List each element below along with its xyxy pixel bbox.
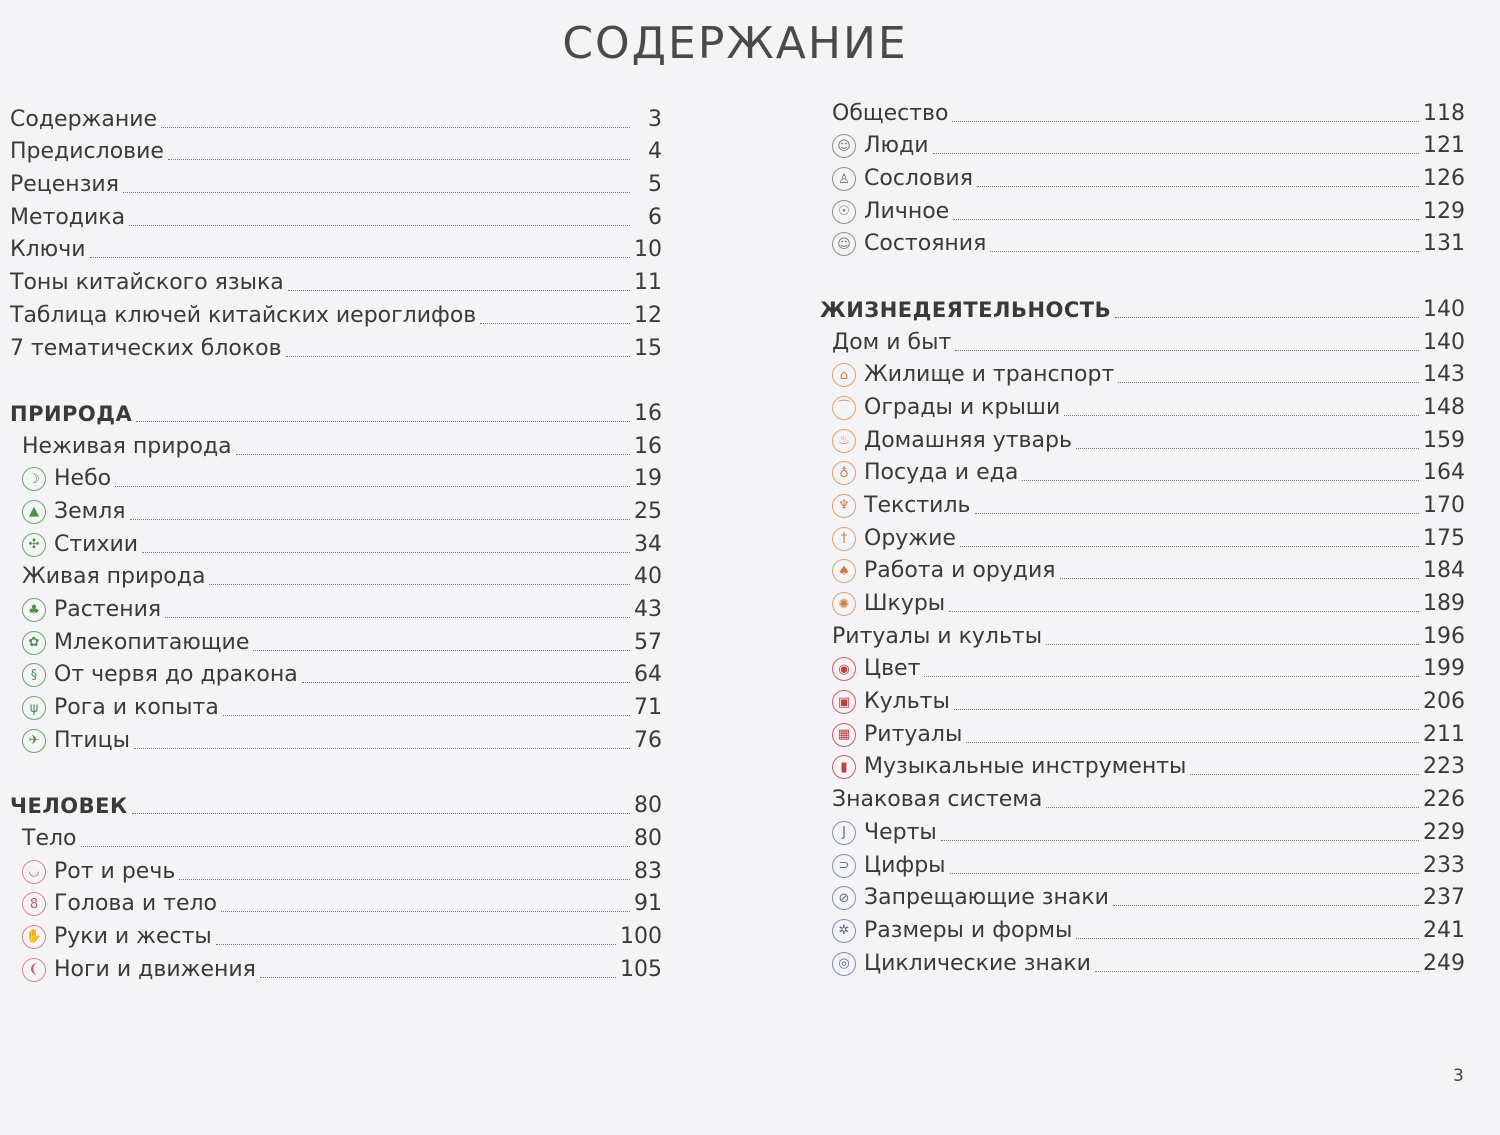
toc-entry[interactable]	[820, 911, 1465, 944]
dot-leader	[1076, 938, 1419, 939]
toc-entry[interactable]	[10, 623, 662, 656]
entry-label: Млекопитающие	[54, 629, 250, 655]
toc-entry[interactable]	[10, 133, 662, 166]
dot-leader	[1064, 415, 1419, 416]
entry-page-number: 249	[1423, 950, 1465, 976]
entry-label: Оружие	[864, 525, 956, 551]
dot-leader	[136, 421, 630, 422]
dot-leader	[924, 676, 1419, 677]
stroke-icon: J	[832, 821, 856, 845]
toc-entry[interactable]	[820, 94, 1465, 127]
entry-page-number: 118	[1423, 100, 1465, 126]
entry-page-number: 6	[648, 204, 662, 230]
mouth-icon: ◡	[22, 860, 46, 884]
dot-leader	[221, 911, 630, 912]
toc-entry[interactable]	[820, 846, 1465, 879]
digits-icon: ⊃	[832, 854, 856, 878]
entry-label: Цифры	[864, 852, 946, 878]
moon-icon: ☽	[22, 467, 46, 491]
weapon-icon: †	[832, 527, 856, 551]
entry-page-number: 5	[648, 172, 662, 198]
dot-leader	[165, 617, 630, 618]
house-icon: ⌂	[832, 363, 856, 387]
dot-leader	[302, 682, 630, 683]
dot-leader	[209, 584, 630, 585]
entry-page-number: 140	[1423, 296, 1465, 322]
entry-page-number: 57	[634, 629, 662, 655]
dot-leader	[216, 944, 616, 945]
entry-label: Таблица ключей китайских иероглифов	[10, 302, 477, 328]
entry-page-number: 199	[1423, 656, 1465, 682]
entry-page-number: 3	[648, 106, 662, 132]
entry-label: Птицы	[54, 727, 131, 753]
dot-leader	[950, 873, 1419, 874]
entry-label: Ритуалы	[864, 721, 963, 747]
dot-leader	[954, 709, 1419, 710]
entry-label: Растения	[54, 597, 162, 622]
dot-leader	[123, 192, 630, 193]
tool-icon: ♠	[832, 559, 856, 583]
hand-icon: ✋	[22, 925, 46, 949]
toc-right-column	[820, 94, 1465, 977]
entry-page-number: 170	[1423, 492, 1465, 518]
entry-label: Черты	[864, 819, 937, 845]
dot-leader	[1115, 317, 1419, 318]
toc-entry[interactable]	[820, 290, 1465, 323]
entry-page-number: 105	[620, 956, 662, 982]
toc-entry[interactable]	[10, 263, 662, 296]
dot-leader	[223, 715, 630, 716]
entry-page-number: 196	[1423, 623, 1465, 649]
toc-entry[interactable]	[10, 492, 662, 525]
entry-label: Шкуры	[864, 591, 946, 616]
entry-label: Небо	[54, 466, 112, 492]
entry-page-number: 143	[1423, 362, 1465, 388]
entry-page-number: 223	[1423, 754, 1465, 780]
entry-label: Тело	[22, 825, 77, 851]
entry-page-number: 126	[1423, 166, 1465, 192]
dot-leader	[129, 225, 630, 226]
dot-leader	[941, 840, 1419, 841]
toc-entry[interactable]	[10, 917, 662, 950]
entry-page-number: 11	[634, 270, 662, 296]
toc-entry[interactable]	[820, 159, 1465, 192]
cult-icon: ▣	[832, 690, 856, 714]
entry-label: Руки и жесты	[54, 923, 212, 949]
entry-page-number: 241	[1423, 917, 1465, 943]
toc-entry[interactable]	[10, 590, 662, 623]
entry-page-number: 211	[1423, 721, 1465, 747]
toc-entry[interactable]	[10, 688, 662, 721]
entry-label: Дом и быт	[832, 329, 952, 355]
dot-leader	[132, 813, 630, 814]
toc-entry[interactable]	[10, 819, 662, 852]
entry-label: Земля	[54, 498, 126, 524]
toc-entry[interactable]	[820, 944, 1465, 977]
entry-page-number: 15	[634, 335, 662, 361]
color-icon: ◉	[832, 657, 856, 681]
toc-entry[interactable]	[820, 323, 1465, 356]
dot-leader	[990, 251, 1419, 252]
entry-label: Предисловие	[10, 139, 164, 165]
entry-label: Культы	[864, 689, 950, 715]
utensil-icon: ♨	[832, 429, 856, 453]
entry-label: Ключи	[10, 237, 86, 263]
entry-page-number: 12	[634, 302, 662, 328]
toc-entry[interactable]	[820, 650, 1465, 683]
foot-icon: ❨	[22, 958, 46, 982]
entry-label: Циклические знаки	[864, 950, 1091, 976]
toc-entry[interactable]	[820, 682, 1465, 715]
bird-icon: ✈	[22, 729, 46, 753]
hide-icon: ✺	[832, 592, 856, 616]
entry-page-number: 10	[634, 237, 662, 263]
entry-label: Работа и орудия	[864, 558, 1056, 584]
mountain-icon: ▲	[22, 500, 46, 524]
entry-label: Посуда и еда	[864, 460, 1019, 486]
entry-page-number: 64	[634, 662, 662, 688]
entry-label: Личное	[864, 198, 950, 224]
entry-page-number: 184	[1423, 558, 1465, 584]
dot-leader	[480, 323, 630, 324]
shape-icon: ✲	[832, 919, 856, 943]
entry-page-number: 148	[1423, 394, 1465, 420]
entry-page-number: 206	[1423, 689, 1465, 715]
toc-entry[interactable]	[820, 617, 1465, 650]
toc-entry[interactable]	[820, 486, 1465, 519]
entry-label: Жилище и транспорт	[864, 362, 1115, 388]
entry-label: Живая природа	[22, 564, 206, 590]
dot-leader	[236, 454, 630, 455]
entry-label: Музыкальные инструменты	[864, 754, 1187, 780]
page-number: 3	[1453, 1066, 1464, 1086]
entry-label: Голова и тело	[54, 891, 218, 917]
section-heading: ЧЕЛОВЕК	[10, 794, 128, 819]
estate-icon: ♙	[832, 167, 856, 191]
entry-label: Ритуалы и культы	[832, 623, 1043, 649]
entry-page-number: 100	[620, 923, 662, 949]
entry-label: Рот и речь	[54, 858, 176, 884]
entry-label: Люди	[864, 133, 929, 159]
dot-leader	[955, 350, 1419, 351]
entry-label: Текстиль	[864, 492, 971, 518]
dot-leader	[1190, 774, 1419, 775]
dot-leader	[81, 846, 631, 847]
toc-entry[interactable]	[10, 427, 662, 460]
section-heading: ЖИЗНЕДЕЯТЕЛЬНОСТЬ	[820, 297, 1112, 322]
entry-page-number: 16	[634, 400, 662, 426]
dot-leader	[161, 127, 630, 128]
body-icon: 8	[22, 892, 46, 916]
dot-leader	[130, 519, 630, 520]
entry-label: Методика	[10, 204, 126, 230]
entry-page-number: 16	[634, 433, 662, 459]
entry-label: Ноги и движения	[54, 956, 256, 982]
entry-page-number: 19	[634, 466, 662, 492]
entry-label: Запрещающие знаки	[864, 885, 1109, 911]
entry-page-number: 43	[634, 597, 662, 622]
entry-page-number: 121	[1423, 133, 1465, 159]
toc-entry[interactable]	[10, 721, 662, 754]
toc-left-column	[10, 100, 662, 983]
textile-icon: ♆	[832, 494, 856, 518]
toc-entry[interactable]	[820, 454, 1465, 487]
toc-entry[interactable]	[820, 552, 1465, 585]
entry-label: Тоны китайского языка	[10, 270, 284, 296]
entry-label: Неживая природа	[22, 433, 232, 459]
entry-page-number: 76	[634, 727, 662, 753]
dot-leader	[260, 977, 616, 978]
toc-entry[interactable]	[10, 852, 662, 885]
toc-entry[interactable]	[10, 165, 662, 198]
dot-leader	[975, 513, 1420, 514]
entry-page-number: 40	[634, 564, 662, 590]
dot-leader	[977, 186, 1419, 187]
dot-leader	[1076, 448, 1419, 449]
toc-entry[interactable]	[10, 558, 662, 591]
entry-label: Ограды и крыши	[864, 394, 1061, 420]
mammal-icon: ✿	[22, 631, 46, 655]
entry-page-number: 131	[1423, 231, 1465, 257]
toc-entry[interactable]	[820, 748, 1465, 781]
entry-page-number: 4	[648, 139, 662, 165]
toc-entry[interactable]	[10, 198, 662, 231]
toc-entry[interactable]	[820, 388, 1465, 421]
entry-page-number: 83	[634, 858, 662, 884]
entry-page-number: 175	[1423, 525, 1465, 551]
entry-page-number: 237	[1423, 885, 1465, 911]
dot-leader	[1046, 807, 1419, 808]
entry-page-number: 25	[634, 498, 662, 524]
toc-entry[interactable]	[10, 329, 662, 362]
people-icon: ☺	[832, 134, 856, 158]
dot-leader	[1022, 480, 1419, 481]
elements-icon: ✣	[22, 533, 46, 557]
personal-icon: ☉	[832, 200, 856, 224]
drum-icon: ▮	[832, 755, 856, 779]
entry-page-number: 233	[1423, 852, 1465, 878]
entry-page-number: 80	[634, 825, 662, 851]
toc-entry[interactable]	[820, 879, 1465, 912]
dot-leader	[1046, 644, 1419, 645]
entry-label: Цвет	[864, 656, 921, 682]
entry-page-number: 229	[1423, 819, 1465, 845]
horns-icon: ψ	[22, 696, 46, 720]
entry-label: От червя до дракона	[54, 662, 298, 688]
entry-label: Рога и копыта	[54, 695, 219, 721]
entry-page-number: 226	[1423, 787, 1465, 813]
dot-leader	[1113, 905, 1419, 906]
toc-entry[interactable]	[820, 127, 1465, 160]
entry-label: Размеры и формы	[864, 917, 1073, 943]
entry-page-number: 129	[1423, 198, 1465, 224]
toc-entry[interactable]	[10, 394, 662, 427]
toc-entry[interactable]	[820, 584, 1465, 617]
toc-entry[interactable]	[820, 780, 1465, 813]
entry-page-number: 159	[1423, 427, 1465, 453]
ritual-icon: ▦	[832, 723, 856, 747]
entry-label: Общество	[832, 100, 949, 126]
page-title: СОДЕРЖАНИЕ	[562, 18, 908, 69]
entry-label: Знаковая система	[832, 787, 1043, 813]
dot-leader	[90, 257, 631, 258]
toc-entry[interactable]	[10, 786, 662, 819]
toc-entry[interactable]	[820, 813, 1465, 846]
entry-page-number: 80	[634, 793, 662, 819]
dot-leader	[933, 153, 1419, 154]
entry-label: Рецензия	[10, 172, 119, 198]
state-icon: ☺	[832, 232, 856, 256]
dot-leader	[953, 219, 1419, 220]
toc-entry[interactable]	[10, 885, 662, 918]
toc-entry[interactable]	[10, 950, 662, 983]
entry-page-number: 91	[634, 891, 662, 917]
dot-leader	[966, 742, 1419, 743]
toc-entry[interactable]	[10, 296, 662, 329]
entry-label: Домашняя утварь	[864, 427, 1072, 453]
dot-leader	[949, 611, 1419, 612]
toc-entry[interactable]	[820, 356, 1465, 389]
entry-page-number: 140	[1423, 329, 1465, 355]
entry-page-number: 34	[634, 531, 662, 557]
section-heading: ПРИРОДА	[10, 401, 133, 426]
entry-page-number: 164	[1423, 460, 1465, 486]
toc-entry[interactable]	[10, 100, 662, 133]
toc-entry[interactable]	[10, 525, 662, 558]
dot-leader	[1118, 382, 1419, 383]
toc-entry[interactable]	[820, 421, 1465, 454]
cycle-icon: ◎	[832, 952, 856, 976]
dish-icon: ♁	[832, 461, 856, 485]
dot-leader	[179, 879, 630, 880]
dot-leader	[1060, 578, 1419, 579]
entry-page-number: 71	[634, 695, 662, 721]
entry-label: Стихии	[54, 531, 139, 557]
dot-leader	[142, 552, 630, 553]
entry-page-number: 189	[1423, 591, 1465, 616]
forbid-icon: ⊘	[832, 886, 856, 910]
toc-entry[interactable]	[820, 519, 1465, 552]
toc-entry[interactable]	[820, 225, 1465, 258]
entry-label: Сословия	[864, 166, 973, 192]
plant-icon: ♣	[22, 598, 46, 622]
toc-entry[interactable]	[10, 460, 662, 493]
dot-leader	[168, 159, 630, 160]
dragon-icon: §	[22, 663, 46, 687]
toc-entry[interactable]	[10, 231, 662, 264]
toc-entry[interactable]	[10, 656, 662, 689]
dot-leader	[134, 748, 630, 749]
toc-entry[interactable]	[820, 192, 1465, 225]
entry-label: 7 тематических блоков	[10, 335, 282, 361]
dot-leader	[288, 290, 630, 291]
dot-leader	[1095, 971, 1419, 972]
dot-leader	[960, 546, 1419, 547]
toc-entry[interactable]	[820, 715, 1465, 748]
dot-leader	[286, 356, 630, 357]
dot-leader	[952, 121, 1419, 122]
entry-label: Содержание	[10, 106, 158, 132]
dot-leader	[115, 486, 630, 487]
dot-leader	[253, 650, 630, 651]
roof-icon: ⌒	[832, 396, 856, 420]
entry-label: Состояния	[864, 231, 987, 257]
